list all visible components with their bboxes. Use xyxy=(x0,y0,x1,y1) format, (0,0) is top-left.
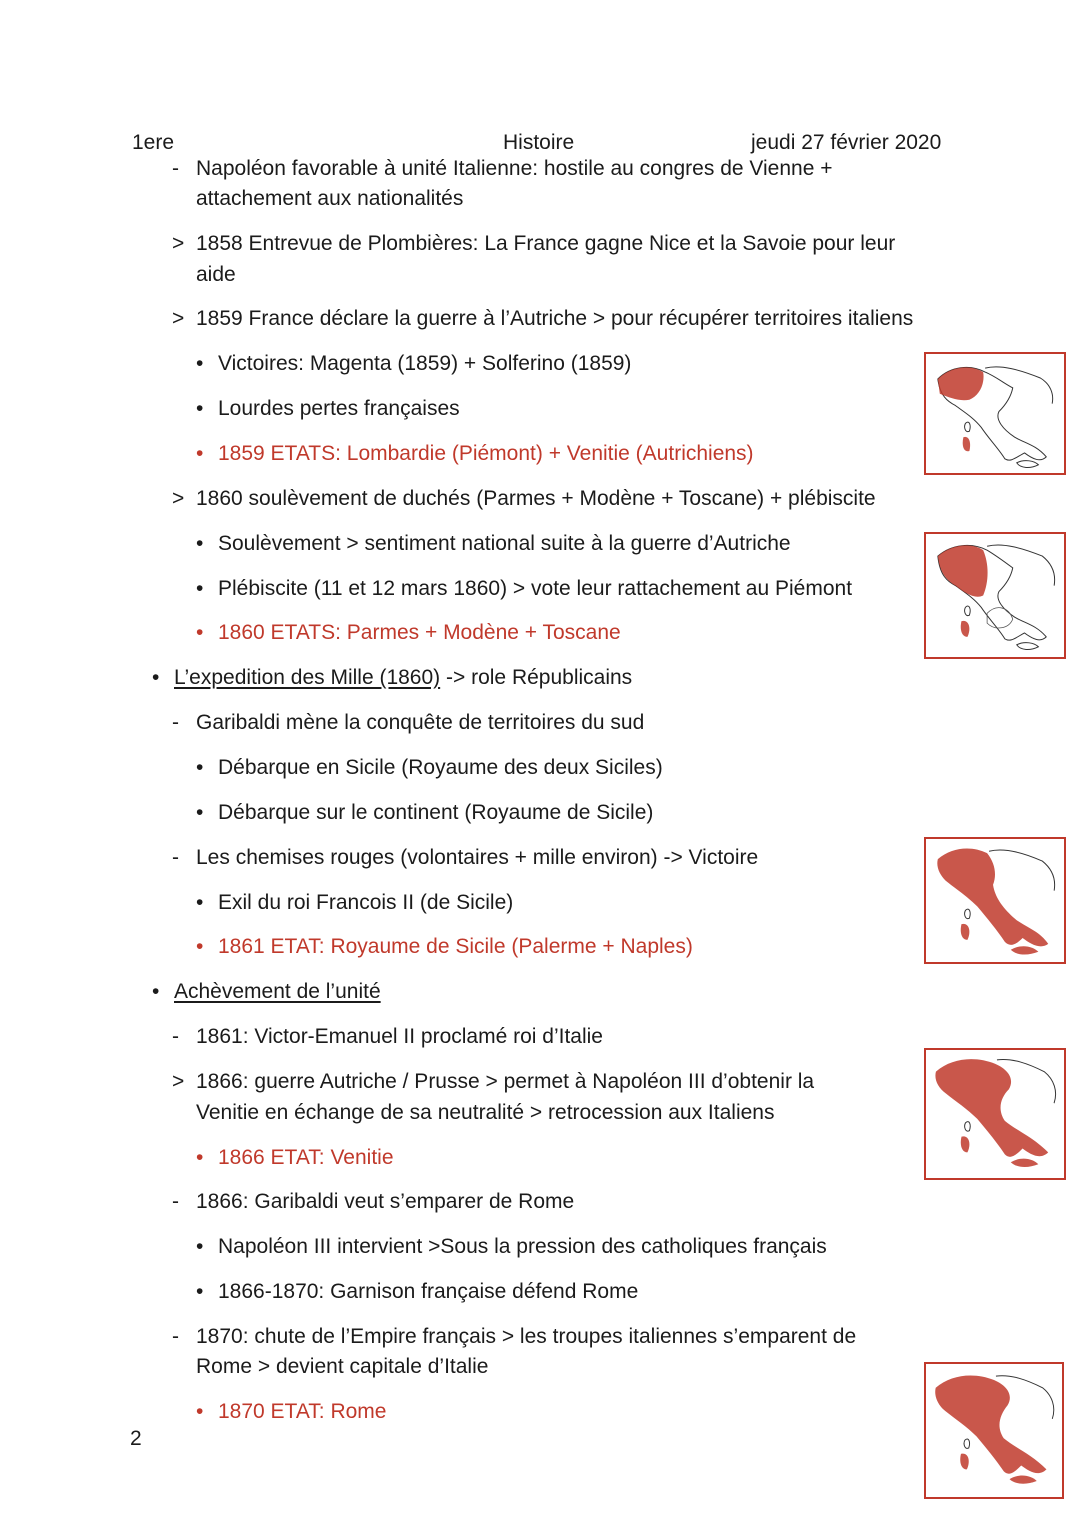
state-item: • 1866 ETAT: Venitie xyxy=(196,1146,394,1169)
italy-map-1860 xyxy=(924,532,1066,659)
section-heading: • L’expedition des Mille (1860) -> role Républicains xyxy=(152,666,633,689)
class-level: 1ere xyxy=(132,131,175,154)
italy-map-1859 xyxy=(924,352,1066,475)
dash-marker: - xyxy=(172,157,179,180)
bullet-item: • Soulèvement > sentiment national suite à la guerre d’Autriche xyxy=(196,532,791,555)
note-line: Garibaldi mène la conquête de territoires du sud xyxy=(196,711,645,734)
note-line: 1860 soulèvement de duchés (Parmes + Modène + Toscane) + plébiscite xyxy=(196,487,876,510)
italy-map-1870 xyxy=(924,1362,1064,1499)
date: jeudi 27 février 2020 xyxy=(751,131,942,154)
page-number: 2 xyxy=(130,1427,142,1450)
bullet-item: • Lourdes pertes françaises xyxy=(196,397,460,420)
note-line: Rome > devient capitale d’Italie xyxy=(196,1355,489,1378)
note-line: attachement aux nationalités xyxy=(196,187,464,210)
state-item: • 1870 ETAT: Rome xyxy=(196,1400,387,1423)
note-line: 1870: chute de l’Empire français > les troupes italiennes s’emparent de xyxy=(196,1325,857,1348)
subject-title: Histoire xyxy=(503,131,575,154)
state-item: • 1861 ETAT: Royaume de Sicile (Palerme + Naples) xyxy=(196,935,693,958)
bullet-item: • Exil du roi Francois II (de Sicile) xyxy=(196,891,514,914)
note-line: 1866: Garibaldi veut s’emparer de Rome xyxy=(196,1190,575,1213)
bullet-item: • Débarque en Sicile (Royaume des deux Siciles) xyxy=(196,756,663,779)
bullet-item: • Napoléon III intervient >Sous la pression des catholiques français xyxy=(196,1235,827,1258)
dash-marker: - xyxy=(172,846,179,869)
note-line: 1858 Entrevue de Plombières: La France gagne Nice et la Savoie pour leur xyxy=(196,232,896,255)
note-line: aide xyxy=(196,263,236,286)
bullet-item: • Victoires: Magenta (1859) + Solferino (1859) xyxy=(196,352,632,375)
note-line: Napoléon favorable à unité Italienne: hostile au congres de Vienne + xyxy=(196,157,833,180)
dash-marker: - xyxy=(172,711,179,734)
state-item: • 1860 ETATS: Parmes + Modène + Toscane xyxy=(196,621,621,644)
italy-map-1861 xyxy=(924,837,1066,964)
section-heading: • Achèvement de l’unité xyxy=(152,980,381,1003)
state-item: • 1859 ETATS: Lombardie (Piémont) + Venitie (Autrichiens) xyxy=(196,442,754,465)
dash-marker: - xyxy=(172,1190,179,1213)
note-line: Venitie en échange de sa neutralité > retrocession aux Italiens xyxy=(196,1101,775,1124)
dash-marker: - xyxy=(172,1025,179,1048)
note-line: 1861: Victor-Emanuel II proclamé roi d’Italie xyxy=(196,1025,603,1048)
note-line: Les chemises rouges (volontaires + mille environ) -> Victoire xyxy=(196,846,759,869)
arrow-marker: > xyxy=(172,232,185,255)
italy-map-1866 xyxy=(924,1048,1066,1180)
bullet-item: • Débarque sur le continent (Royaume de Sicile) xyxy=(196,801,654,824)
note-line: 1866: guerre Autriche / Prusse > permet à Napoléon III d’obtenir la xyxy=(196,1070,815,1093)
note-line: 1859 France déclare la guerre à l’Autriche > pour récupérer territoires italiens xyxy=(196,307,914,330)
bullet-item: • Plébiscite (11 et 12 mars 1860) > vote leur rattachement au Piémont xyxy=(196,577,853,600)
bullet-item: • 1866-1870: Garnison française défend Rome xyxy=(196,1280,639,1303)
arrow-marker: > xyxy=(172,487,185,510)
dash-marker: - xyxy=(172,1325,179,1348)
arrow-marker: > xyxy=(172,307,185,330)
arrow-marker: > xyxy=(172,1070,185,1093)
